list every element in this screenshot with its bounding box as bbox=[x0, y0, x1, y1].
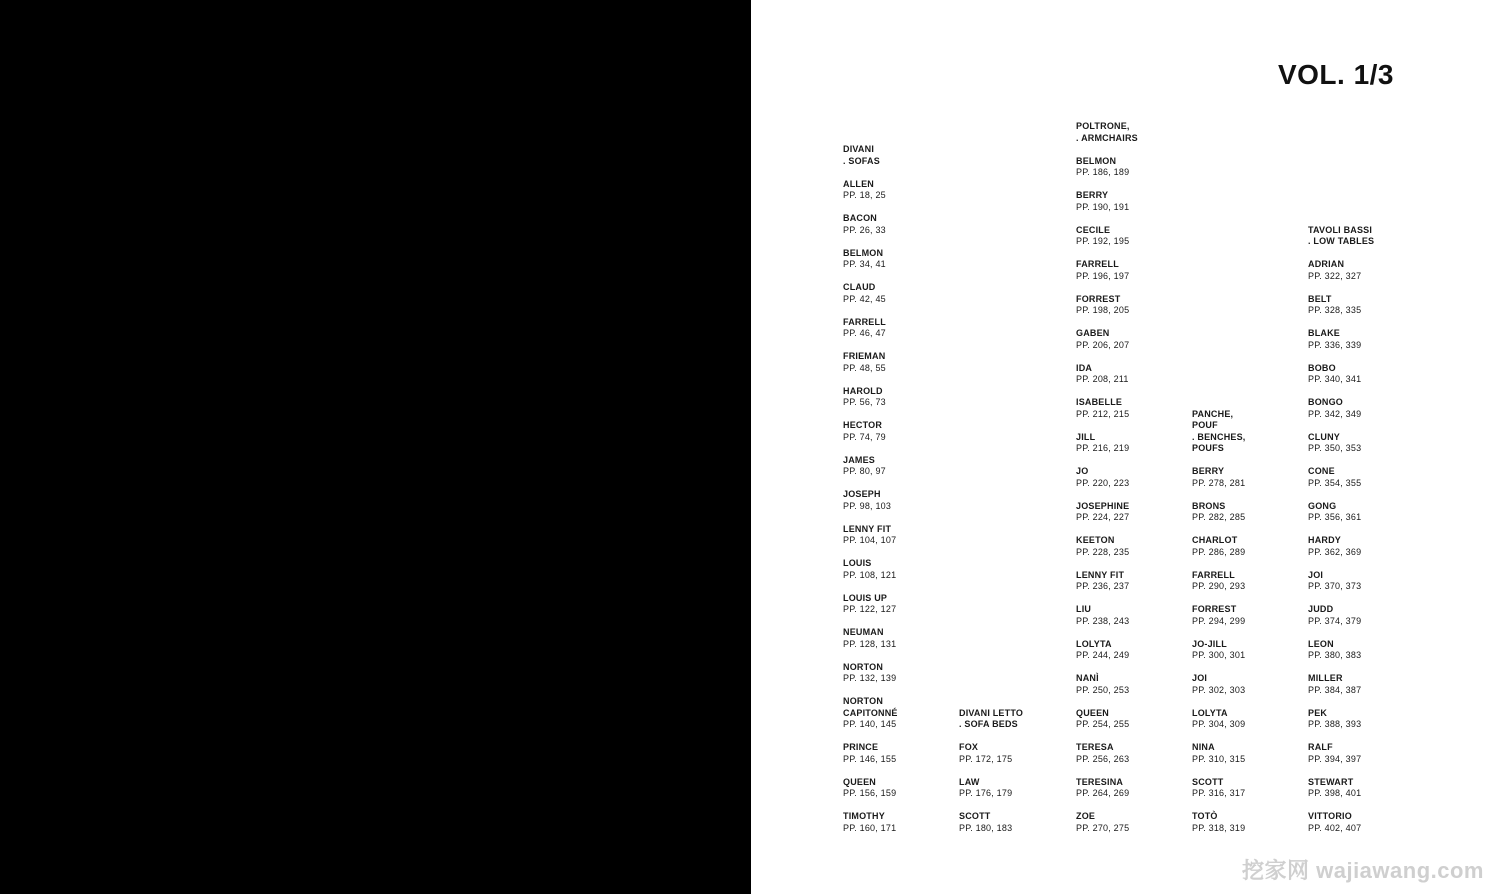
entry-name: IDA bbox=[1076, 362, 1093, 373]
index-entry bbox=[1192, 466, 1302, 489]
index-entry bbox=[1076, 673, 1186, 696]
index-entry bbox=[843, 777, 953, 800]
entry-pages: PP. 98, 103 bbox=[843, 500, 892, 511]
entry-pages: PP. 370, 373 bbox=[1308, 581, 1362, 591]
entry-name: CONE bbox=[1308, 466, 1335, 476]
entry-pages: PP. 286, 289 bbox=[1192, 546, 1246, 557]
entry-name: RALF bbox=[1308, 742, 1333, 752]
index-entry bbox=[1076, 811, 1186, 834]
index-entry bbox=[1308, 294, 1418, 317]
entry-name: NORTON CAPITONNÉ bbox=[843, 696, 898, 718]
entry-name: LOLYTA bbox=[1192, 707, 1228, 718]
index-entry bbox=[1192, 742, 1302, 765]
entry-pages: PP. 146, 155 bbox=[843, 753, 897, 764]
entry-name: FOX bbox=[959, 742, 979, 752]
entry-pages: PP. 290, 293 bbox=[1192, 581, 1246, 591]
index-column-low-tables bbox=[1308, 225, 1418, 835]
entry-name: LENNY FIT bbox=[1076, 569, 1125, 580]
entry-name: TOTÒ bbox=[1192, 811, 1218, 821]
index-entry bbox=[1076, 225, 1186, 248]
entry-name: LOLYTA bbox=[1076, 638, 1112, 649]
index-entry bbox=[843, 386, 953, 409]
index-entry bbox=[1192, 673, 1302, 696]
volume-title: VOL. 1/3 bbox=[1277, 59, 1394, 90]
entry-name: ZOE bbox=[1076, 811, 1096, 821]
entry-name: JOI bbox=[1192, 673, 1208, 683]
entry-name: SCOTT bbox=[1192, 776, 1224, 787]
entry-pages: PP. 208, 211 bbox=[1076, 374, 1129, 384]
entry-name: BONGO bbox=[1308, 397, 1344, 407]
entry-pages: PP. 294, 299 bbox=[1192, 615, 1246, 626]
entry-name: TIMOTHY bbox=[843, 811, 885, 821]
entry-pages: PP. 196, 197 bbox=[1076, 270, 1130, 281]
entry-name: BERRY bbox=[1076, 190, 1109, 200]
index-entry bbox=[1076, 156, 1186, 179]
entry-pages: PP. 256, 263 bbox=[1076, 753, 1130, 764]
entry-pages: PP. 278, 281 bbox=[1192, 477, 1246, 488]
index-entry bbox=[1076, 604, 1186, 627]
index-entry bbox=[1076, 328, 1186, 351]
index-column-sofas bbox=[843, 144, 953, 834]
index-entry bbox=[1192, 570, 1302, 593]
entry-name: BELT bbox=[1308, 293, 1332, 304]
entry-name: JOSEPHINE bbox=[1076, 500, 1130, 511]
entry-name: CLAUD bbox=[843, 282, 876, 292]
index-entry bbox=[843, 282, 953, 305]
column-heading: TAVOLI BASSI . LOW TABLES bbox=[1308, 224, 1375, 246]
entry-pages: PP. 74, 79 bbox=[843, 431, 886, 442]
index-entry bbox=[1076, 466, 1186, 489]
entry-pages: PP. 322, 327 bbox=[1308, 270, 1362, 281]
index-entry bbox=[1308, 811, 1418, 834]
entry-pages: PP. 18, 25 bbox=[843, 190, 886, 200]
entry-pages: PP. 336, 339 bbox=[1308, 339, 1362, 350]
entry-pages: PP. 302, 303 bbox=[1192, 684, 1246, 695]
entry-name: JILL bbox=[1076, 431, 1096, 442]
entry-pages: PP. 34, 41 bbox=[843, 259, 886, 269]
index-entry bbox=[843, 213, 953, 236]
entry-name: JUDD bbox=[1308, 604, 1334, 614]
entry-pages: PP. 48, 55 bbox=[843, 362, 886, 373]
entry-pages: PP. 362, 369 bbox=[1308, 546, 1362, 557]
entry-pages: PP. 206, 207 bbox=[1076, 339, 1130, 350]
entry-name: BELMON bbox=[1076, 155, 1117, 166]
index-entry bbox=[1192, 811, 1302, 834]
entry-list bbox=[1192, 466, 1302, 834]
entry-pages: PP. 394, 397 bbox=[1308, 753, 1362, 764]
entry-name: QUEEN bbox=[843, 776, 877, 787]
index-entry bbox=[843, 317, 953, 340]
entry-pages: PP. 264, 269 bbox=[1076, 788, 1130, 798]
index-entry bbox=[1076, 777, 1186, 800]
entry-name: FORREST bbox=[1076, 293, 1121, 304]
entry-name: ALLEN bbox=[843, 178, 874, 189]
index-entry bbox=[1308, 363, 1418, 386]
entry-name: LOUIS bbox=[843, 558, 872, 568]
entry-list bbox=[843, 179, 953, 835]
index-entry bbox=[1308, 328, 1418, 351]
entry-name: JO-JILL bbox=[1192, 638, 1227, 649]
entry-name: STEWART bbox=[1308, 776, 1354, 787]
entry-pages: PP. 300, 301 bbox=[1192, 650, 1246, 660]
entry-name: ISABELLE bbox=[1076, 397, 1123, 407]
entry-name: PEK bbox=[1308, 707, 1328, 718]
entry-list bbox=[1076, 156, 1186, 835]
entry-pages: PP. 384, 387 bbox=[1308, 684, 1362, 695]
column-heading: PANCHE, POUF . BENCHES, POUFS bbox=[1192, 408, 1246, 453]
index-entry bbox=[843, 524, 953, 547]
index-entry bbox=[1308, 673, 1418, 696]
entry-pages: PP. 388, 393 bbox=[1308, 719, 1362, 729]
entry-pages: PP. 270, 275 bbox=[1076, 822, 1130, 833]
entry-pages: PP. 186, 189 bbox=[1076, 167, 1130, 177]
entry-pages: PP. 108, 121 bbox=[843, 569, 897, 580]
index-entry bbox=[843, 593, 953, 616]
index-entry bbox=[1076, 432, 1186, 455]
index-entry bbox=[1076, 363, 1186, 386]
entry-pages: PP. 398, 401 bbox=[1308, 788, 1362, 798]
index-entry bbox=[1076, 742, 1186, 765]
entry-pages: PP. 238, 243 bbox=[1076, 615, 1130, 626]
entry-pages: PP. 198, 205 bbox=[1076, 305, 1130, 315]
index-entry bbox=[1308, 639, 1418, 662]
index-entry bbox=[1308, 535, 1418, 558]
entry-name: TERESINA bbox=[1076, 776, 1124, 787]
entry-name: FARRELL bbox=[1076, 259, 1119, 269]
entry-name: JOSEPH bbox=[843, 489, 881, 499]
index-column-benches-poufs bbox=[1192, 409, 1302, 835]
entry-pages: PP. 374, 379 bbox=[1308, 615, 1362, 626]
entry-name: LEON bbox=[1308, 638, 1334, 649]
entry-pages: PP. 128, 131 bbox=[843, 638, 897, 649]
entry-pages: PP. 356, 361 bbox=[1308, 512, 1362, 522]
entry-name: FRIEMAN bbox=[843, 351, 886, 361]
entry-pages: PP. 310, 315 bbox=[1192, 753, 1246, 764]
index-column-sofa-beds bbox=[959, 708, 1069, 835]
entry-name: NORTON bbox=[843, 661, 884, 672]
entry-name: JO bbox=[1076, 466, 1089, 476]
entry-pages: PP. 180, 183 bbox=[959, 822, 1013, 833]
entry-pages: PP. 402, 407 bbox=[1308, 822, 1362, 833]
index-entry bbox=[959, 777, 1069, 800]
entry-pages: PP. 304, 309 bbox=[1192, 719, 1246, 729]
entry-name: PRINCE bbox=[843, 742, 879, 752]
entry-name: LIU bbox=[1076, 604, 1092, 614]
entry-name: LOUIS UP bbox=[843, 592, 888, 603]
entry-pages: PP. 212, 215 bbox=[1076, 408, 1130, 419]
entry-name: BERRY bbox=[1192, 466, 1225, 476]
index-entry bbox=[1076, 397, 1186, 420]
entry-name: TERESA bbox=[1076, 742, 1114, 752]
entry-pages: PP. 250, 253 bbox=[1076, 684, 1130, 695]
index-entry bbox=[843, 351, 953, 374]
index-entry bbox=[843, 662, 953, 685]
index-entry bbox=[1192, 708, 1302, 731]
column-heading: POLTRONE, . ARMCHAIRS bbox=[1076, 121, 1138, 143]
index-entry bbox=[843, 489, 953, 512]
index-entry bbox=[1076, 708, 1186, 731]
entry-name: BELMON bbox=[843, 247, 884, 258]
index-entry bbox=[1308, 777, 1418, 800]
entry-name: LENNY FIT bbox=[843, 523, 892, 534]
entry-pages: PP. 156, 159 bbox=[843, 788, 897, 798]
index-entry bbox=[1076, 535, 1186, 558]
index-column-armchairs bbox=[1076, 121, 1186, 834]
entry-name: JAMES bbox=[843, 454, 876, 465]
entry-pages: PP. 350, 353 bbox=[1308, 443, 1362, 453]
entry-name: GABEN bbox=[1076, 328, 1110, 338]
entry-pages: PP. 354, 355 bbox=[1308, 477, 1362, 488]
index-entry bbox=[843, 742, 953, 765]
entry-name: CECILE bbox=[1076, 224, 1111, 235]
entry-pages: PP. 122, 127 bbox=[843, 604, 897, 614]
column-heading: DIVANI LETTO . SOFA BEDS bbox=[959, 707, 1024, 729]
entry-pages: PP. 190, 191 bbox=[1076, 201, 1130, 212]
entry-pages: PP. 176, 179 bbox=[959, 788, 1013, 798]
entry-name: VITTORIO bbox=[1308, 811, 1352, 821]
index-entry bbox=[1308, 259, 1418, 282]
entry-name: CLUNY bbox=[1308, 431, 1340, 442]
entry-pages: PP. 80, 97 bbox=[843, 466, 886, 476]
index-entry bbox=[843, 696, 953, 731]
entry-pages: PP. 192, 195 bbox=[1076, 236, 1130, 246]
entry-name: NANÌ bbox=[1076, 673, 1099, 683]
index-entry bbox=[843, 179, 953, 202]
index-entry bbox=[1076, 639, 1186, 662]
entry-name: CHARLOT bbox=[1192, 535, 1238, 545]
index-entry bbox=[1192, 777, 1302, 800]
watermark: 挖家网 wajiawang.com bbox=[1242, 858, 1484, 883]
index-entry bbox=[1076, 294, 1186, 317]
entry-pages: PP. 104, 107 bbox=[843, 535, 897, 545]
index-entry bbox=[843, 558, 953, 581]
index-entry bbox=[1076, 190, 1186, 213]
column-heading: DIVANI . SOFAS bbox=[843, 144, 880, 166]
entry-pages: PP. 236, 237 bbox=[1076, 581, 1130, 591]
index-entry bbox=[1076, 501, 1186, 524]
index-entry bbox=[843, 248, 953, 271]
index-entry bbox=[959, 742, 1069, 765]
entry-pages: PP. 172, 175 bbox=[959, 753, 1013, 764]
entry-name: ADRIAN bbox=[1308, 259, 1345, 269]
entry-pages: PP. 340, 341 bbox=[1308, 374, 1362, 384]
entry-name: HECTOR bbox=[843, 420, 883, 430]
index-entry bbox=[843, 811, 953, 834]
entry-name: MILLER bbox=[1308, 673, 1343, 683]
entry-list bbox=[959, 742, 1069, 834]
index-entry bbox=[1308, 397, 1418, 420]
index-entry bbox=[1192, 501, 1302, 524]
index-entry bbox=[1076, 570, 1186, 593]
index-entry bbox=[1308, 742, 1418, 765]
entry-pages: PP. 316, 317 bbox=[1192, 788, 1246, 798]
entry-pages: PP. 254, 255 bbox=[1076, 719, 1130, 729]
index-entry bbox=[1076, 259, 1186, 282]
entry-pages: PP. 380, 383 bbox=[1308, 650, 1362, 660]
entry-name: HAROLD bbox=[843, 385, 883, 396]
entry-pages: PP. 318, 319 bbox=[1192, 822, 1246, 833]
entry-name: FORREST bbox=[1192, 604, 1237, 614]
entry-name: BRONS bbox=[1192, 500, 1226, 511]
entry-name: BACON bbox=[843, 213, 877, 223]
entry-pages: PP. 132, 139 bbox=[843, 673, 897, 683]
entry-name: KEETON bbox=[1076, 535, 1115, 545]
entry-pages: PP. 228, 235 bbox=[1076, 546, 1130, 557]
entry-pages: PP. 282, 285 bbox=[1192, 512, 1246, 522]
entry-name: HARDY bbox=[1308, 535, 1342, 545]
entry-list bbox=[1308, 259, 1418, 834]
index-entry bbox=[843, 455, 953, 478]
entry-pages: PP. 224, 227 bbox=[1076, 512, 1130, 522]
entry-name: NEUMAN bbox=[843, 627, 884, 637]
index-entry bbox=[1192, 639, 1302, 662]
entry-name: GONG bbox=[1308, 500, 1337, 511]
index-entry bbox=[1308, 466, 1418, 489]
entry-pages: PP. 216, 219 bbox=[1076, 443, 1130, 453]
entry-pages: PP. 46, 47 bbox=[843, 328, 886, 338]
index-entry bbox=[843, 627, 953, 650]
entry-name: BOBO bbox=[1308, 362, 1336, 373]
entry-pages: PP. 220, 223 bbox=[1076, 477, 1130, 488]
entry-pages: PP. 328, 335 bbox=[1308, 305, 1362, 315]
index-entry bbox=[959, 811, 1069, 834]
entry-name: BLAKE bbox=[1308, 328, 1340, 338]
entry-name: FARRELL bbox=[1192, 569, 1235, 580]
entry-pages: PP. 42, 45 bbox=[843, 293, 886, 304]
entry-name: NINA bbox=[1192, 742, 1215, 752]
entry-pages: PP. 140, 145 bbox=[843, 719, 897, 729]
entry-name: JOI bbox=[1308, 569, 1324, 580]
index-entry bbox=[1308, 432, 1418, 455]
entry-name: SCOTT bbox=[959, 811, 991, 821]
entry-pages: PP. 160, 171 bbox=[843, 822, 897, 833]
entry-name: FARRELL bbox=[843, 316, 886, 327]
index-entry bbox=[1308, 570, 1418, 593]
index-entry bbox=[1308, 604, 1418, 627]
entry-pages: PP. 244, 249 bbox=[1076, 650, 1130, 660]
index-entry bbox=[843, 420, 953, 443]
index-entry bbox=[1192, 604, 1302, 627]
index-entry bbox=[1308, 501, 1418, 524]
index-entry bbox=[1308, 708, 1418, 731]
entry-name: LAW bbox=[959, 776, 980, 787]
entry-name: QUEEN bbox=[1076, 707, 1110, 718]
entry-pages: PP. 342, 349 bbox=[1308, 408, 1362, 419]
entry-pages: PP. 26, 33 bbox=[843, 224, 886, 235]
index-entry bbox=[1192, 535, 1302, 558]
entry-pages: PP. 56, 73 bbox=[843, 397, 886, 407]
